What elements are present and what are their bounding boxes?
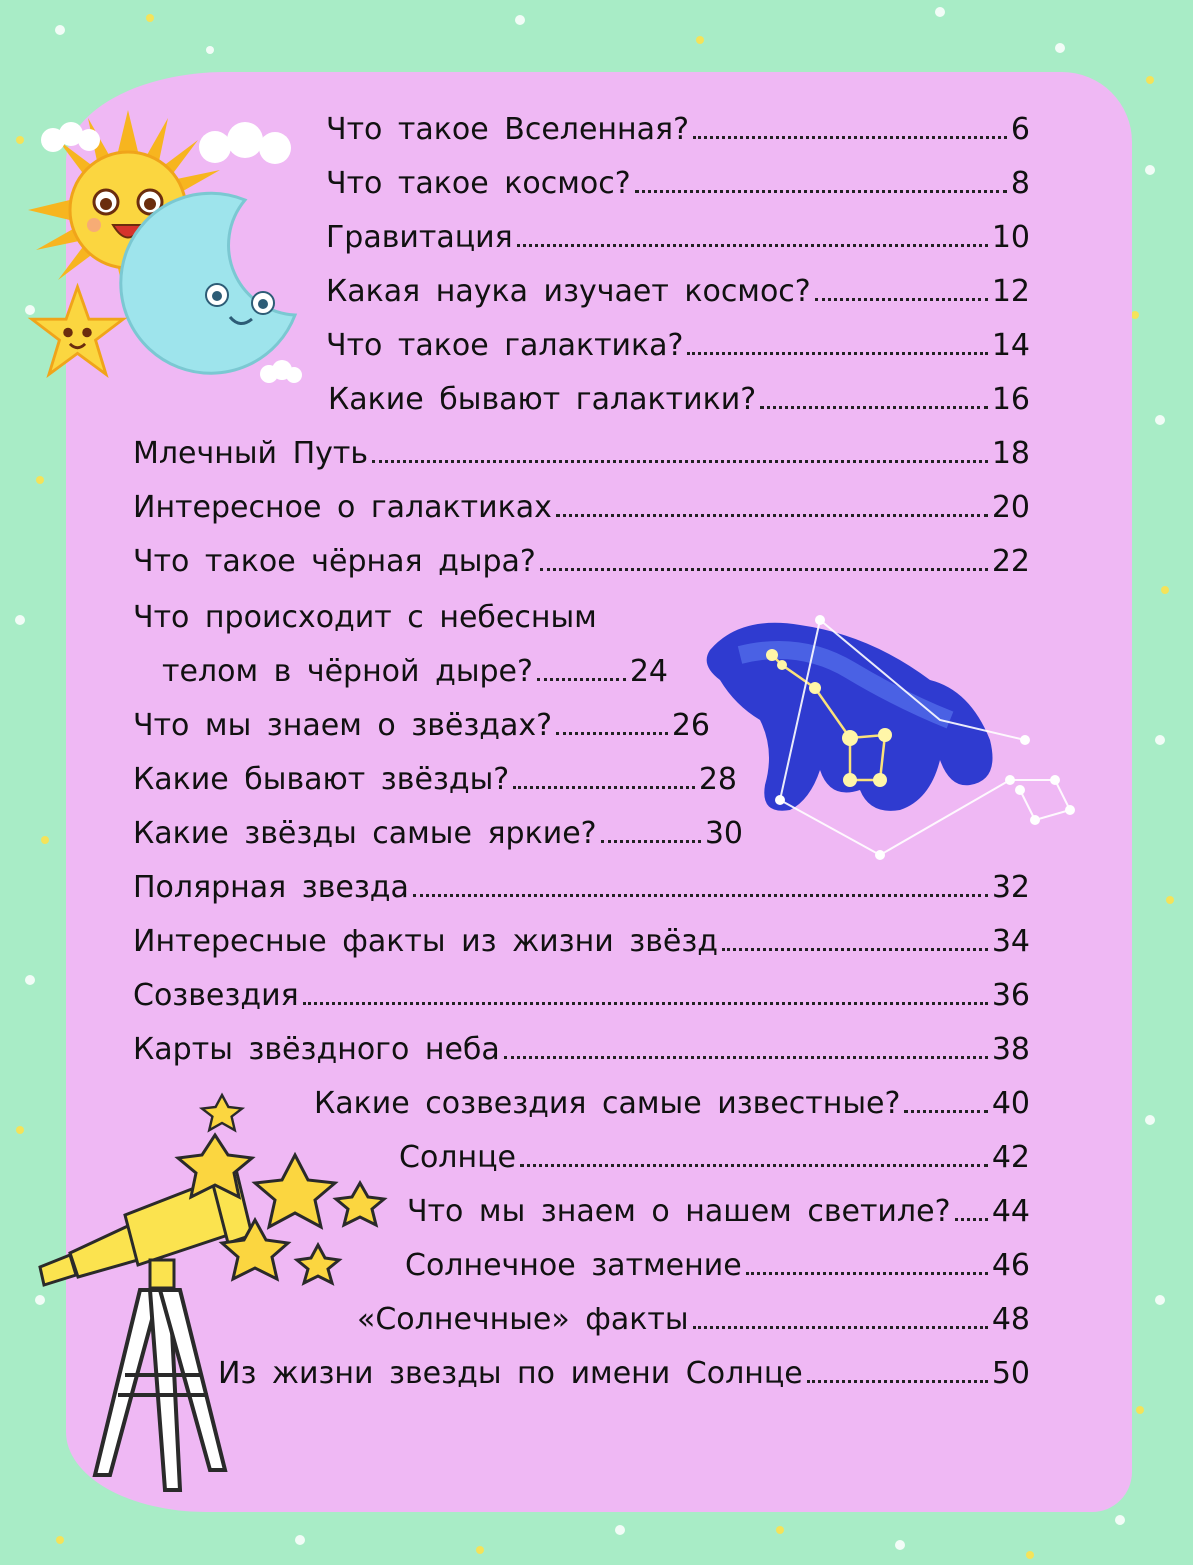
- toc-item-page: 8: [1010, 166, 1030, 201]
- moon-icon: [125, 195, 305, 385]
- toc-item-page: 18: [991, 436, 1030, 471]
- toc-item-title: «Солнечные» факты: [357, 1302, 689, 1337]
- cloud-icon: [190, 122, 300, 167]
- toc-item[interactable]: [162, 654, 668, 694]
- toc-leader: [303, 1002, 988, 1005]
- toc-item[interactable]: [405, 1248, 1030, 1288]
- toc-item[interactable]: [133, 544, 1030, 584]
- toc-item-title: Карты звёздного неба: [133, 1032, 500, 1067]
- toc-leader: [904, 1110, 987, 1113]
- star-icon: [30, 285, 125, 380]
- toc-leader: [556, 732, 668, 735]
- toc-leader: [537, 678, 626, 681]
- constellation-lines-icon: [760, 610, 1090, 870]
- toc-item[interactable]: [133, 708, 710, 748]
- toc-item-page: 10: [991, 220, 1030, 255]
- toc-item[interactable]: [326, 328, 1030, 368]
- toc-item-title: Какие звёзды самые яркие?: [133, 816, 597, 851]
- toc-item-page: 16: [991, 382, 1030, 417]
- toc-item[interactable]: [328, 382, 1030, 422]
- cloud-icon: [35, 122, 105, 152]
- toc-item-title: Созвездия: [133, 978, 299, 1013]
- toc-item[interactable]: [133, 924, 1030, 964]
- toc-item-title: Что такое чёрная дыра?: [133, 544, 536, 579]
- toc-item-title: Солнце: [399, 1140, 516, 1175]
- toc-item-page: 46: [991, 1248, 1030, 1283]
- toc-leader: [955, 1218, 988, 1221]
- toc-item-page: 44: [991, 1194, 1030, 1229]
- toc-item-page: 40: [991, 1086, 1030, 1121]
- toc-item-page: 20: [991, 490, 1030, 525]
- toc-item-page: 48: [991, 1302, 1030, 1337]
- cloud-icon: [255, 360, 305, 385]
- toc-item-page: 36: [991, 978, 1030, 1013]
- toc-leader: [807, 1380, 988, 1383]
- toc-item-title: Какие бывают галактики?: [328, 382, 757, 417]
- toc-item-title: Какая наука изучает космос?: [326, 274, 811, 309]
- toc-leader: [722, 948, 988, 951]
- toc-item-title: Солнечное затмение: [405, 1248, 742, 1283]
- toc-item-page: 26: [671, 708, 710, 743]
- toc-item[interactable]: [218, 1356, 1030, 1396]
- toc-leader: [693, 1326, 988, 1329]
- toc-item-page: 38: [991, 1032, 1030, 1067]
- toc-item-title: Млечный Путь: [133, 436, 369, 471]
- toc-item[interactable]: [133, 490, 1030, 530]
- toc-leader: [413, 894, 988, 897]
- toc-item-title: Из жизни звезды по имени Солнце: [218, 1356, 803, 1391]
- toc-item-page: 6: [1010, 112, 1030, 147]
- toc-leader: [601, 840, 701, 843]
- toc-item[interactable]: [399, 1140, 1030, 1180]
- toc-item[interactable]: [133, 436, 1030, 476]
- toc-item-page: 22: [991, 544, 1030, 579]
- toc-item-title: Интересное о галактиках: [133, 490, 552, 525]
- toc-leader: [693, 136, 1007, 139]
- toc-leader: [504, 1056, 988, 1059]
- toc-item-title: Гравитация: [326, 220, 513, 255]
- toc-item-title: Полярная звезда: [133, 870, 409, 905]
- toc-item[interactable]: [407, 1194, 1030, 1234]
- toc-leader: [372, 460, 988, 463]
- toc-item-page: 14: [991, 328, 1030, 363]
- toc-item-page: 50: [991, 1356, 1030, 1391]
- toc-item-title: Интересные факты из жизни звёзд: [133, 924, 719, 959]
- toc-item-title: Какие бывают звёзды?: [133, 762, 510, 797]
- telescope-icon: [30, 1095, 390, 1505]
- toc-item[interactable]: [326, 112, 1030, 152]
- toc-item-title: Что такое Вселенная?: [326, 112, 690, 147]
- toc-item-title[interactable]: Что происходит с небесным: [133, 600, 597, 635]
- toc-item-title: Что такое космос?: [326, 166, 631, 201]
- toc-item-title: телом в чёрной дыре?: [162, 654, 533, 689]
- toc-item-page: 32: [991, 870, 1030, 905]
- toc-item[interactable]: [133, 978, 1030, 1018]
- toc-item[interactable]: [326, 166, 1030, 206]
- toc-leader: [517, 244, 988, 247]
- toc-item[interactable]: [326, 220, 1030, 260]
- toc-item[interactable]: [357, 1302, 1030, 1342]
- toc-item-title: Какие созвездия самые известные?: [314, 1086, 901, 1121]
- toc-item-page: 28: [698, 762, 737, 797]
- toc-item-page: 42: [991, 1140, 1030, 1175]
- toc-leader: [540, 568, 988, 571]
- toc-item[interactable]: [133, 870, 1030, 910]
- toc-item[interactable]: [133, 816, 743, 856]
- toc-item[interactable]: [133, 1032, 1030, 1072]
- toc-item-page: 12: [991, 274, 1030, 309]
- toc-item[interactable]: [314, 1086, 1030, 1126]
- toc-leader: [520, 1164, 988, 1167]
- toc-item[interactable]: [326, 274, 1030, 314]
- toc-item-title: Что такое галактика?: [326, 328, 684, 363]
- toc-item-page: 30: [704, 816, 743, 851]
- toc-leader: [687, 352, 987, 355]
- toc-leader: [635, 190, 1007, 193]
- toc-item[interactable]: [133, 762, 737, 802]
- toc-leader: [760, 406, 988, 409]
- toc-item-title: Что мы знаем о звёздах?: [133, 708, 553, 743]
- toc-leader: [556, 514, 988, 517]
- toc-leader: [513, 786, 695, 789]
- toc-leader: [815, 298, 988, 301]
- toc-item-title: Что мы знаем о нашем светиле?: [407, 1194, 951, 1229]
- toc-leader: [746, 1272, 988, 1275]
- toc-item-page: 24: [629, 654, 668, 689]
- toc-item-page: 34: [991, 924, 1030, 959]
